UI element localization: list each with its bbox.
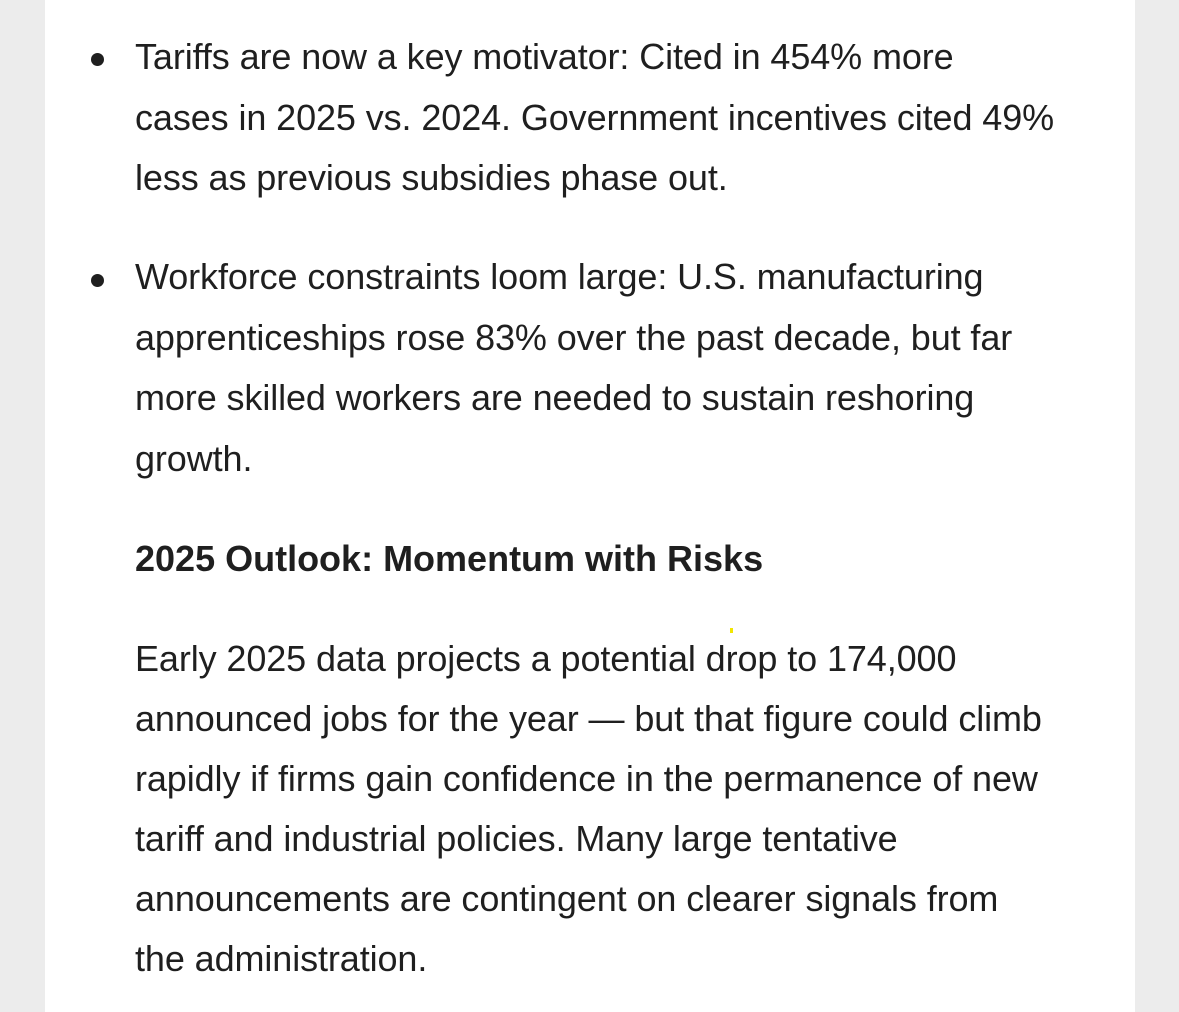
bullet-icon [91,53,104,66]
article-card [45,0,1135,1012]
outlook-paragraph: Early 2025 data projects a potential drop to 174,000 announced jobs for the year — but that figure could climb rapidly if firms gain confidence in the permanence of new tariff and industrial policies. Many large tentative announcements are contingent on clearer signals from the administration. [135,638,1042,979]
bullet-icon [91,274,104,287]
bullet-text: Tariffs are now a key motivator: Cited in 454% more cases in 2025 vs. 2024. Government incentives cited 49% less as previous subsidies phase out. [135,36,1055,198]
section-heading: 2025 Outlook: Momentum with Risks [135,538,764,579]
bullet-text: Workforce constraints loom large: U.S. manufacturing apprenticeships rose 83% over the past decade, but far more skilled workers are needed to sustain reshoring growth. [135,256,1013,479]
